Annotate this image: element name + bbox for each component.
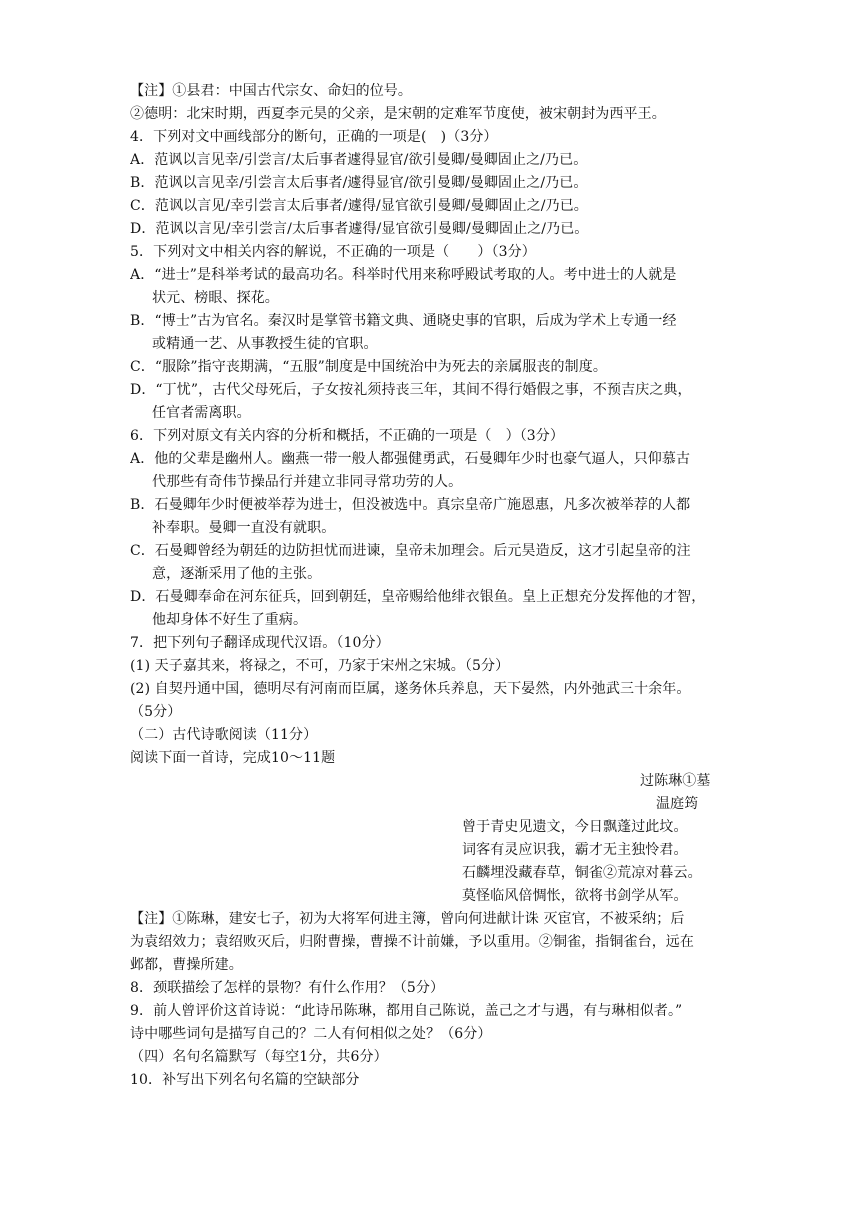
question-6-option-c-cont: 意，逐渐采用了他的主张。 (152, 566, 322, 582)
question-6-option-c: C．石曼卿曾经为朝廷的边防担忧而进谏，皇帝未加理会。后元昊造反，这才引起皇帝的注 (130, 543, 691, 559)
question-5-option-b-cont: 或精通一艺、从事教授生徒的官职。 (152, 336, 378, 352)
question-5-option-b: B．“博士”古为官名。秦汉时是掌管书籍文典、通晓史事的官职，后成为学术上专通一经 (130, 313, 677, 329)
question-5-option-a: A．“进士”是科举考试的最高功名。科举时代用来称呼殿试考取的人。考中进士的人就是 (130, 267, 677, 283)
question-4-option-a: A．范讽以言见幸/引尝言/太后事者遽得显官/欲引曼卿/曼卿固止之/乃已。 (130, 152, 588, 168)
question-8: 8．颈联描绘了怎样的景物？有什么作用？（5分） (130, 980, 445, 996)
question-5-option-a-cont: 状元、榜眼、探花。 (152, 290, 279, 306)
question-5-option-d: D．“丁忧”，古代父母死后，子女按礼须持丧三年，其间不得行婚假之事，不预吉庆之典， (130, 382, 692, 398)
question-7-item-1: (1) 天子嘉其来，将禄之，不可，乃家于宋州之宋城。（5分） (130, 658, 510, 674)
poem-author: 温庭筠 (656, 796, 699, 812)
question-7-item-2-points: （5分） (130, 704, 182, 720)
question-6-option-d-cont: 他却身体不好生了重病。 (152, 612, 308, 628)
poem-note-3: 邺都，曹操所建。 (130, 957, 243, 973)
poem-line-3: 石麟埋没藏春草，铜雀②荒凉对暮云。 (462, 865, 702, 881)
question-6-stem: 6．下列对原文有关内容的分析和概括，不正确的一项是（ ）（3分） (130, 428, 565, 444)
question-6-option-b-cont: 补奉职。曼卿一直没有就职。 (152, 520, 336, 536)
section-famous-lines-heading: （四）名句名篇默写（每空1分，共6分） (130, 1049, 388, 1065)
question-6-option-b: B．石曼卿年少时便被举荐为进士，但没被选中。真宗皇帝广施恩惠，凡多次被举荐的人都 (130, 497, 691, 513)
question-6-option-a: A．他的父辈是幽州人。幽燕一带一般人都强健勇武，石曼卿年少时也豪气逼人，只仰慕古 (130, 451, 691, 467)
question-5-option-d-cont: 任官者需离职。 (152, 405, 251, 421)
question-4-option-b: B．范讽以言见幸/引尝言太后事者/遽得显官/欲引曼卿/曼卿固止之/乃已。 (130, 175, 588, 191)
question-5-stem: 5．下列对文中相关内容的解说，不正确的一项是（ ）（3分） (130, 244, 536, 260)
question-6-option-a-cont: 代那些有奇伟节操品行并建立非同寻常功劳的人。 (152, 474, 463, 490)
question-4-option-d: D．范讽以言见/幸引尝言/太后事者遽得/显官欲引曼卿/曼卿固止之/乃已。 (130, 221, 589, 237)
poem-line-2: 词客有灵应识我，霸才无主独怜君。 (462, 842, 688, 858)
question-5-option-c: C．“服除”指守丧期满，“五服”制度是中国统治中为死去的亲属服丧的制度。 (130, 359, 607, 375)
question-6-option-d: D．石曼卿奉命在河东征兵，回到朝廷，皇帝赐给他绯衣银鱼。皇上正想充分发挥他的才智， (130, 589, 706, 605)
poem-title: 过陈琳①墓 (640, 773, 711, 789)
poetry-instruction: 阅读下面一首诗，完成10～11题 (130, 750, 336, 766)
poem-line-1: 曾于青史见遗文，今日飘蓬过此坟。 (462, 819, 688, 835)
note-county-lady: 【注】①县君：中国古代宗女、命妇的位号。 (130, 83, 412, 99)
question-4-stem: 4．下列对文中画线部分的断句，正确的一项是( )（3分） (130, 129, 498, 145)
question-10: 10．补写出下列名句名篇的空缺部分 (130, 1072, 360, 1088)
poem-line-4: 莫怪临风倍惆怅，欲将书剑学从军。 (462, 888, 688, 904)
question-9-cont: 诗中哪些词句是描写自己的？二人有何相似之处？（6分） (130, 1026, 492, 1042)
poem-note-1: 【注】①陈琳，建安七子，初为大将军何进主簿，曾向何进献计诛 灭宦官，不被采纳；后 (130, 911, 685, 927)
question-7-stem: 7．把下列句子翻译成现代汉语。（10分） (130, 635, 390, 651)
question-4-option-c: C．范讽以言见/幸引尝言太后事者/遽得/显官欲引曼卿/曼卿固止之/乃已。 (130, 198, 588, 214)
note-deming: ②德明：北宋时期，西夏李元昊的父亲，是宋朝的定难军节度使，被宋朝封为西平王。 (130, 106, 666, 122)
question-7-item-2: (2) 自契丹通中国，德明尽有河南而臣属，遂务休兵养息，天下晏然，内外弛武三十余年。 (130, 681, 691, 697)
question-9: 9．前人曾评价这首诗说：“此诗吊陈琳，都用自己陈说，盖己之才与遇，有与琳相似者。” (130, 1003, 683, 1019)
section-poetry-heading: （二）古代诗歌阅读（11分） (130, 727, 318, 743)
poem-note-2: 为袁绍效力；袁绍败灭后，归附曹操，曹操不计前嫌，予以重用。②铜雀，指铜雀台，远在 (130, 934, 694, 950)
